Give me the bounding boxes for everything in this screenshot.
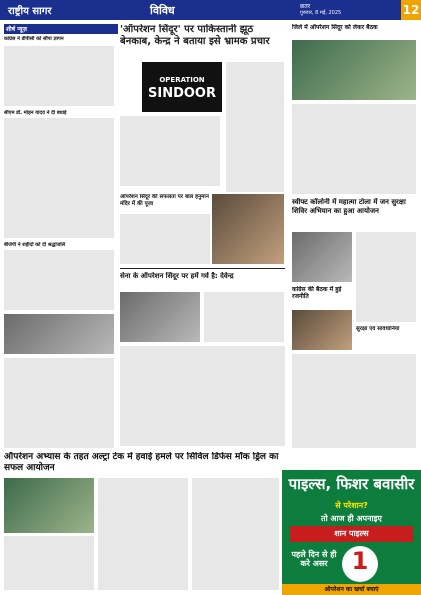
right-portrait xyxy=(292,310,352,350)
ad-footer: ऑपरेशन का खर्चा बचाएं xyxy=(282,584,421,595)
ad-number: 1 xyxy=(351,547,369,575)
bottom-headline: ऑपरेशन अभ्यास के तहत अल्ट्रा टेक में हवाई हमले पर सिविल डिफेंस मॉक ड्रिल का सफल आयोजन xyxy=(4,452,279,473)
sindoor-line1: OPERATION xyxy=(159,76,205,84)
lead-sub1: ऑपरेशन सिंदूर की सफलता पर बाल हनुमान मंदिर में की पूजा xyxy=(120,194,209,207)
right-text2 xyxy=(356,232,416,322)
masthead xyxy=(0,0,421,20)
left-head3: बीजेपी ने शहीदों को दी श्रद्धांजलि xyxy=(4,242,66,248)
edition-date: गुरुवार, 8 मई, 2025 xyxy=(300,10,342,16)
bottom-text2 xyxy=(192,478,279,590)
lead-text4 xyxy=(204,292,284,342)
bottom-text3 xyxy=(4,536,94,590)
right-photo xyxy=(292,232,352,282)
ad-title: पाइल्स, फिशर बवासीर xyxy=(288,475,415,493)
page-number: 12 xyxy=(401,0,421,20)
lead-headline: 'ऑपरेशन सिंदूर' पर पाकिस्तानी झूठ बेनकाब, केन्द्र ने बताया इसे भ्रामक प्रचार xyxy=(120,24,270,47)
left-text3 xyxy=(4,250,114,310)
left-text2 xyxy=(4,118,114,238)
lead-text3 xyxy=(120,214,210,264)
ad-brand: शान पाइल्स xyxy=(290,526,413,542)
right-side-head: सुरक्षा एवं सावधानियां xyxy=(356,326,400,332)
right-top-head: जिले में ऑपरेशन सिंदूर को लेकर बैठक xyxy=(292,24,378,31)
ad-cta: तो आज ही अपनाइए xyxy=(321,514,382,523)
right-text1 xyxy=(292,104,416,194)
right-text3 xyxy=(292,354,416,448)
right-main-head: स्वीफ्ट कॉलोनी में महात्मा टोला में जन सुरक्षा शिविर अभियान का हुआ आयोजन xyxy=(292,198,406,215)
ad-first-day: पहले दिन से ही करे असर xyxy=(291,550,337,568)
left-text1 xyxy=(4,46,114,106)
bottom-text1 xyxy=(98,478,188,590)
lead-photo2 xyxy=(120,292,200,342)
right-top-photo xyxy=(292,40,416,100)
bottom-photo xyxy=(4,478,94,533)
lead-sub2: सेना के ऑपरेशन सिंदूर पर हमें गर्व है: देवेन्द्र xyxy=(120,272,234,280)
left-text4 xyxy=(4,358,114,448)
right-sub-head: कांग्रेस की बैठक में हुई रजनीति xyxy=(292,286,342,300)
divider xyxy=(120,268,285,269)
left-head2: सीएम डॉ. मोहन यादव ने दी बधाई xyxy=(4,110,67,116)
sindoor-line2: SINDOOR xyxy=(148,86,216,101)
operation-sindoor-graphic xyxy=(142,62,222,112)
ad-question: से परेशान? xyxy=(335,501,368,510)
left-label: शीर्ष न्यूज़ xyxy=(4,24,118,34)
lead-text5 xyxy=(120,346,285,446)
temple-photo xyxy=(212,194,284,264)
section-title: विविध xyxy=(150,4,175,17)
left-photo xyxy=(4,314,114,354)
piles-ad[interactable] xyxy=(282,470,421,595)
paper-name: राष्ट्रीय सागर xyxy=(8,6,52,17)
lead-text1 xyxy=(226,62,284,192)
lead-text2 xyxy=(120,116,220,186)
left-head1: कांग्रेस ने डीपीसी को सौंपा ज्ञापन xyxy=(4,36,64,42)
edition-city: छतर xyxy=(300,3,311,10)
